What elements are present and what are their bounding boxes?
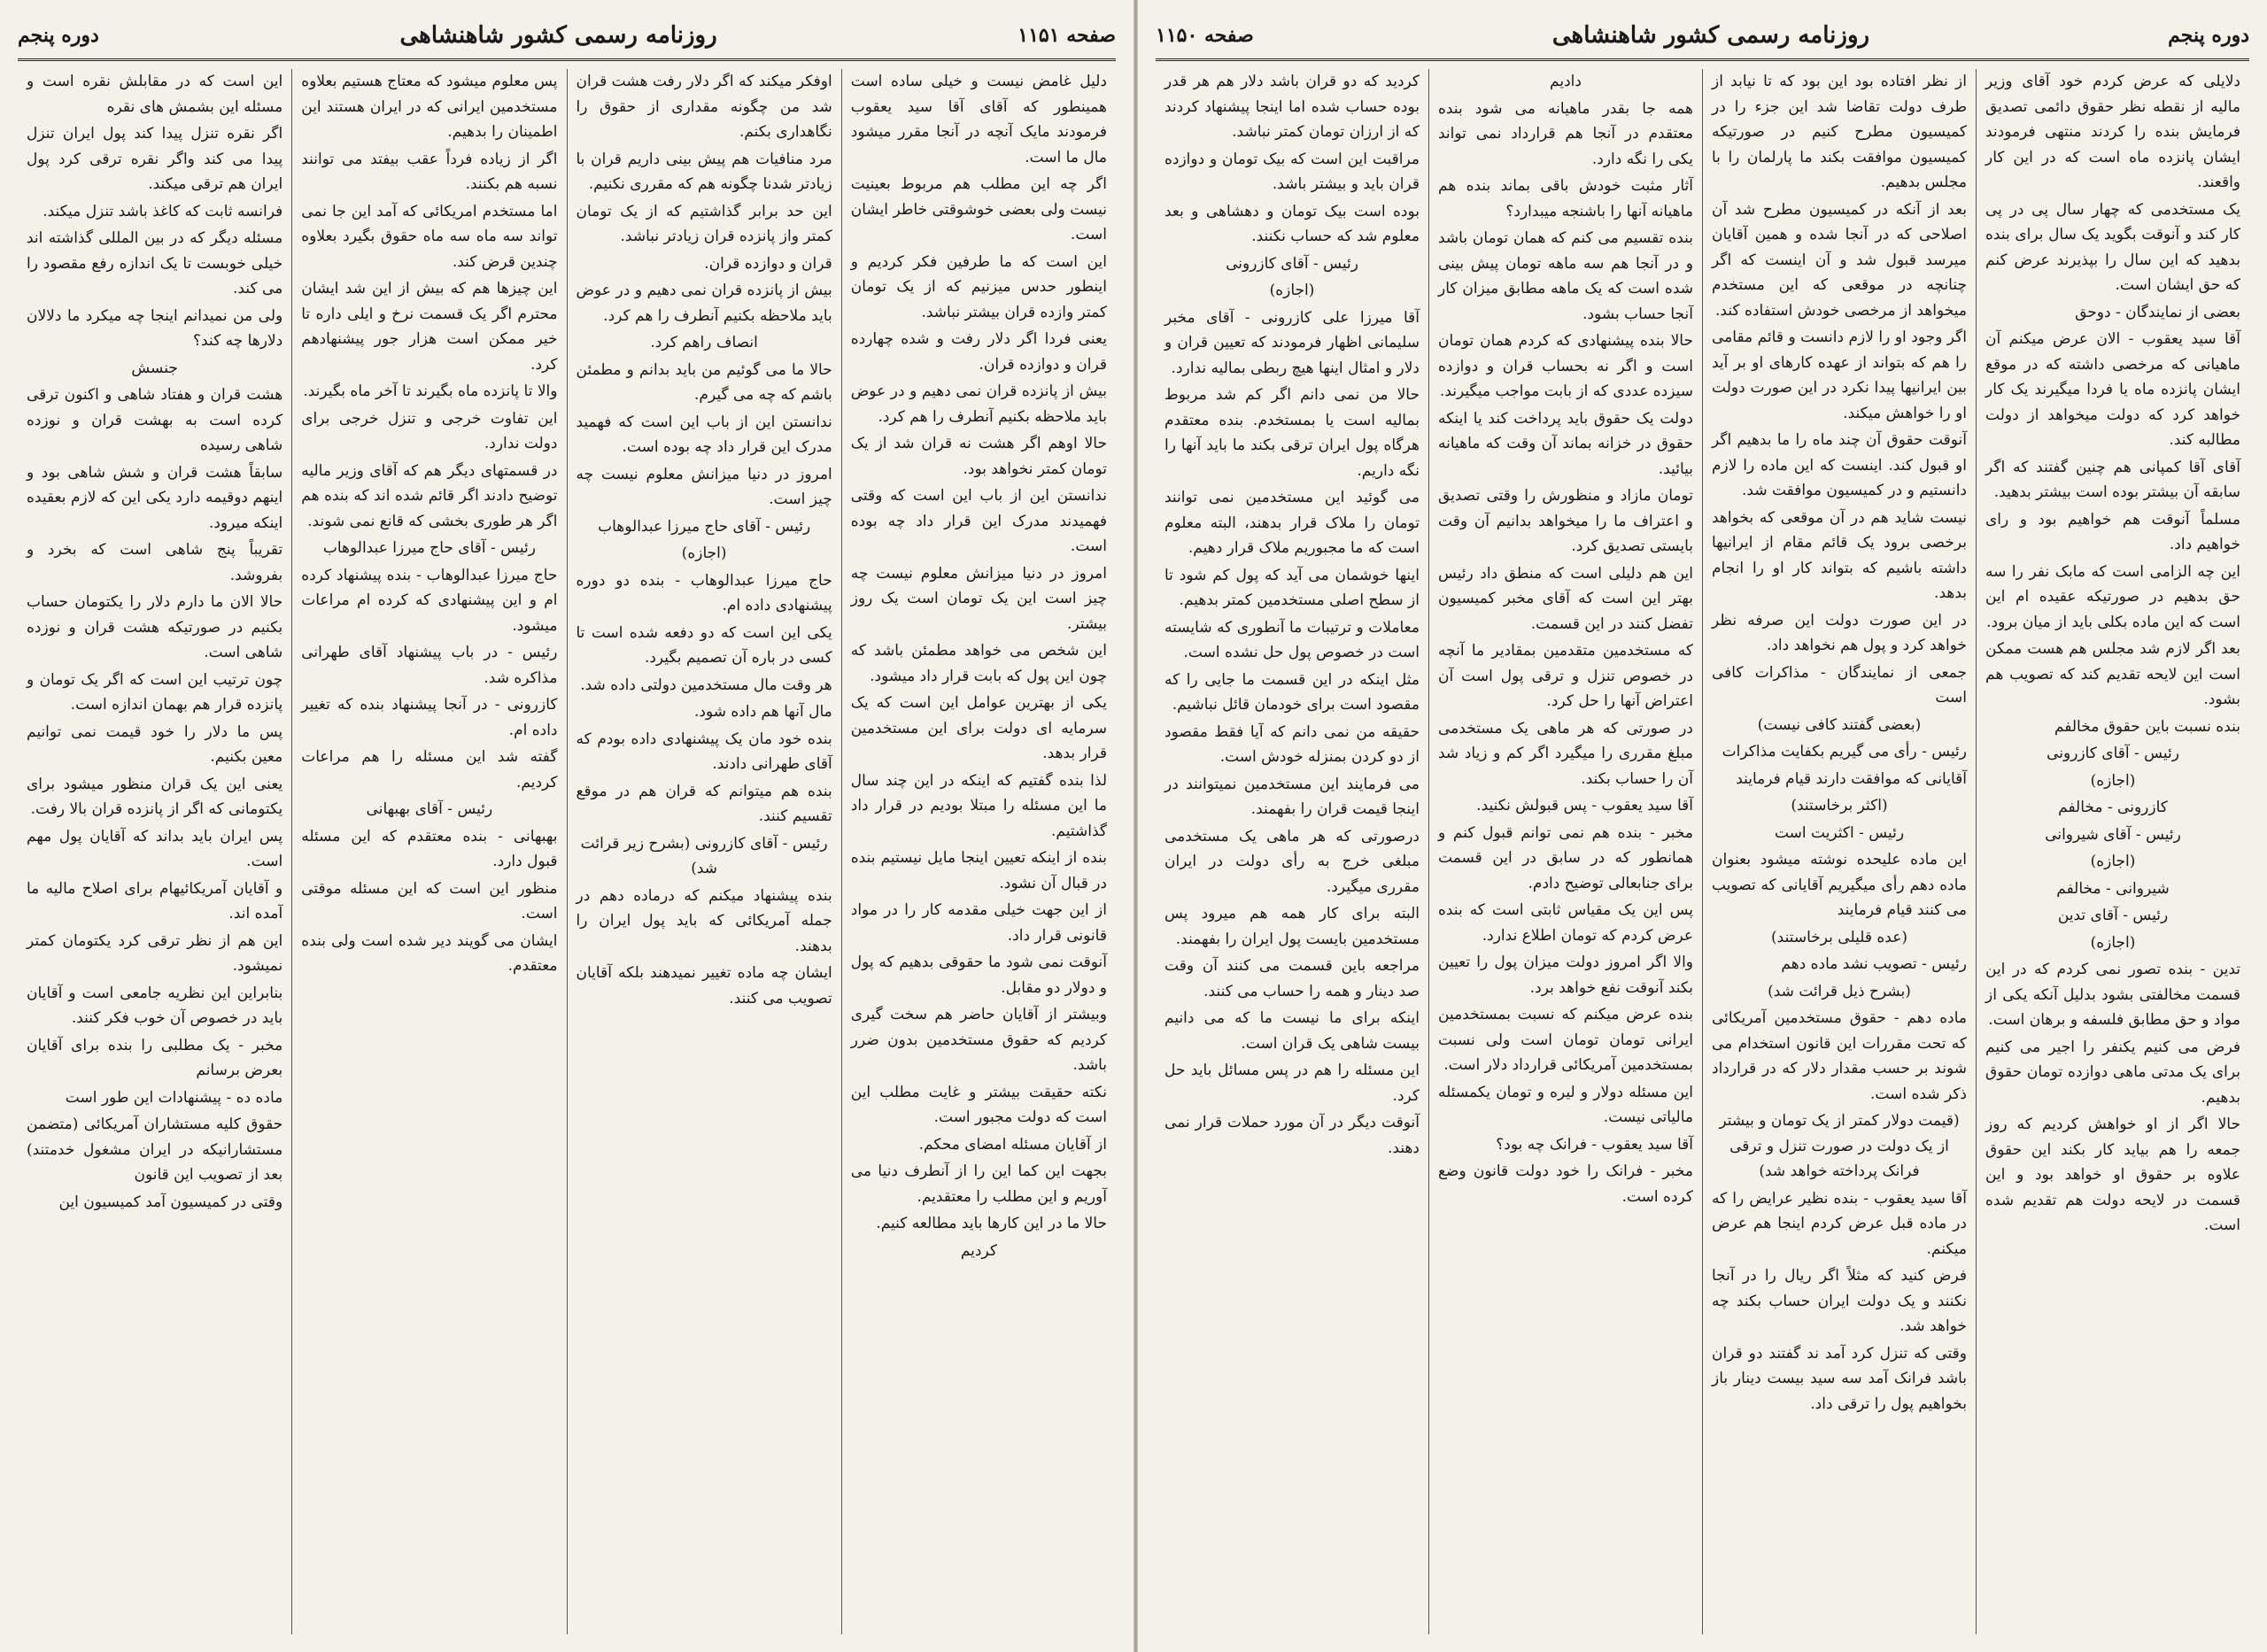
paragraph: این ماده علیحده نوشته میشود بعنوان ماده دهم رأی میگیریم آقایانی که تصویب می کنند قیام فرمایند bbox=[1712, 851, 1967, 919]
paragraph: اینکه برای ما نیست ما که می دانیم بیست شاهی یک قران است. bbox=[1164, 1009, 1420, 1053]
paragraph: ماده ده - پیشنهادات این طور است bbox=[65, 1088, 283, 1107]
session-label: دوره پنجم bbox=[18, 24, 99, 47]
paragraph: مثل اینکه در این قسمت ما جایی را که مقصود است برای خودمان قائل نباشیم. bbox=[1164, 670, 1420, 714]
paragraph: آقا سید یعقوب - بنده نظیر عرایض را که در ماده قبل عرض کردم اینجا هم عرض میکنم. bbox=[1712, 1189, 1967, 1258]
paragraph: (اجازه) bbox=[2090, 771, 2136, 790]
paragraph: حقوق کلیه مستشاران آمریکائی (متضمن مستشارانیکه در ایران مشغول خدمتند) بعد از تصویب این قانون bbox=[27, 1115, 283, 1184]
paragraph: بعد اگر لازم شد مجلس هم هست ممکن است این لایحه تقدیم کند که تصویب هم بشود. bbox=[1985, 640, 2240, 708]
paragraph: آقا میرزا علی کازرونی - آقای مخبر سلیمانی اظهار فرمودند که تعیین قران و دلار و امثال اینها هیچ ربطی بمالیه ندارد. bbox=[1164, 308, 1420, 377]
paragraph: هر وقت مال مستخدمین دولتی داده شد. bbox=[580, 675, 832, 694]
paragraph: پس این یک مقیاس ثابتی است که بنده عرض کردم که تومان اطلاع ندارد. bbox=[1438, 901, 1693, 945]
paragraph: رئیس - آقای حاج میرزا عبدالوهاب bbox=[322, 539, 536, 557]
paragraph: ندانستن این از باب این است که فهمید مدرک این قرار داد چه بوده است. bbox=[576, 413, 832, 456]
paragraph: حقیقه من نمی دانم که آیا فقط مقصود از دو کردن بمنزله خودش است. bbox=[1164, 722, 1420, 766]
paragraph: رئیس - آقای کازرونی bbox=[1226, 254, 1358, 273]
paragraph: تومان مازاد و منظورش را وقتی تصدیق و اعتراف ما را میخواهد بدانیم آن وقت بایستی تصدیق کرد. bbox=[1438, 487, 1693, 555]
paragraph: وقتی در کمیسیون آمد کمیسیون این bbox=[58, 1193, 283, 1211]
text-column bbox=[567, 69, 841, 1634]
paragraph: وبیشتر از آقایان حاضر هم سخت گیری کردیم که حقوق مستخدمین بدون ضرر باشد. bbox=[850, 1006, 1107, 1074]
paragraph: سابقاً هشت قران و شش شاهی بود و اینهم دوقیمه دارد یکی این که لازم بعقیده اینکه میرود. bbox=[27, 463, 283, 532]
paragraph: فرض کنید که مثلاً اگر ریال را در آنجا نکنند و یک دولت ایران حساب بکند چه خواهد شد. bbox=[1712, 1267, 1967, 1335]
paragraph: حالا ما در این کارها باید مطالعه کنیم. bbox=[876, 1215, 1107, 1232]
paragraph: یکی این است که دو دفعه شده است تا کسی در باره آن تصمیم بگیرد. bbox=[576, 623, 832, 667]
paragraph: مسلماً آنوقت هم خواهیم بود و رای خواهیم داد. bbox=[1985, 510, 2240, 553]
paragraph: این است که در مقابلش نقره است و مسئله این بشمش های نقره bbox=[27, 73, 283, 116]
paragraph: والا تا پانزده ماه بگیرند تا آخر ماه بگیرند. bbox=[303, 382, 558, 400]
paragraph: در قسمتهای دیگر هم که آقای وزیر مالیه توضیح دادند اگر قائم شده اند که بنده هم اگر هر طوری بخشی که قانع نمی شوند. bbox=[301, 461, 558, 530]
paragraph: (اجازه) bbox=[681, 544, 727, 562]
paragraph: وقتی که تنزل کرد آمد ند گفتند دو قران باشد فرانک آمد سه سید بیست دینار باز بخواهیم پول را ترقی داد. bbox=[1712, 1344, 1967, 1413]
paragraph: آنوقت نمی شود ما حقوقی بدهیم که پول و دولار دو مقابل. bbox=[850, 953, 1107, 997]
paragraph: تقریباً پنج شاهی است که بخرد و بفروشد. bbox=[27, 541, 283, 584]
paragraph: از نظر افتاده بود این بود که تا نیابد از طرف دولت تقاضا شد این جزء را در کمیسیون مطرح کنیم در صورتیکه کمیسیون موافقت بکند ما پارلمان را با مجلس بدهیم. bbox=[1712, 73, 1967, 191]
paragraph: کازرونی - مخالفم bbox=[2058, 799, 2168, 816]
paragraph: مال آنها هم داده شود. bbox=[693, 703, 832, 721]
left-columns bbox=[18, 69, 1116, 1634]
paragraph: آقا سید یعقوب - پس قبولش نکنید. bbox=[1476, 797, 1693, 814]
paragraph: حاج میرزا عبدالوهاب - بنده پیشنهاد کرده ام و این پیشنهادی که کرده ام مراعات میشود. bbox=[301, 566, 558, 635]
paragraph: اگر از زیاده فرداً عقب بیفتد می توانند نسبه هم بکنند. bbox=[301, 150, 558, 193]
paragraph: دلیل غامض نیست و خیلی ساده است همینطور که آقای آقا سید یعقوب فرمودند مایک آنچه در آنجا مقرر میشود مال ما است. bbox=[850, 73, 1107, 166]
paragraph: انصاف راهم کرد. bbox=[650, 334, 758, 351]
paragraph: آنوقت دیگر در آن مورد حملات قرار نمی دهند. bbox=[1164, 1114, 1420, 1157]
paragraph: ایشان چه ماده تغییر نمیدهند بلکه آقایان تصویب می کنند. bbox=[576, 964, 832, 1007]
paragraph: بنده از اینکه تعیین اینجا مایل نیستیم بنده در قبال آن نشود. bbox=[850, 849, 1107, 892]
paragraph: پس معلوم میشود که معتاج هستیم بعلاوه مستخدمین ایرانی که در ایران هستند این اطمینان را بدهیم. bbox=[301, 73, 558, 141]
paragraph: رئیس - آقای شیروانی bbox=[2045, 825, 2181, 844]
paragraph: دولت یک حقوق باید پرداخت کند یا اینکه حقوق در خزانه بماند آن وقت که ماهیانه بیائید. bbox=[1438, 409, 1693, 478]
paragraph: مرد منافیات هم پیش بینی داریم قران با زیادتر شدنا چگونه هم که مقرری نکنیم. bbox=[576, 150, 832, 193]
paragraph: رئیس - آقای کازرونی (بشرح زیر قرائت شد) bbox=[580, 834, 828, 877]
text-column bbox=[1702, 69, 1976, 1634]
paragraph: بعد از آنکه در کمیسیون مطرح شد آن اصلاحی که در آنجا شده و همین آقایان میرسد قبول شد و آن اینست که اگر چنانچه در موقعی که این مستخدم میخواهد از مرخصی خودش استفاده کند. bbox=[1712, 200, 1967, 320]
paragraph: البته برای کار همه هم میرود پس مستخدمین بایست پول ایران را بفهمند. bbox=[1164, 905, 1420, 948]
paragraph: مراقبت این است که بیک تومان و دوازده قران باید و بیشتر باشد. bbox=[1164, 150, 1420, 193]
paragraph: اگر وجود او را لازم دانست و قائم مقامی را هم که بتواند از عهده کارهای او بر آید بین ایرانیها پیدا نکرد در این صورت دولت او را خواهش میکند. bbox=[1712, 328, 1967, 422]
paragraph: این تفاوت خرجی و تنزل خرجی برای دولت ندارد. bbox=[301, 409, 558, 452]
paragraph: (اجازه) bbox=[1269, 282, 1315, 299]
paragraph: (بعضی گفتند کافی نیست) bbox=[1757, 715, 1922, 734]
paragraph: (بشرح ذیل قرائت شد) bbox=[1768, 982, 1911, 1000]
paragraph: اما مستخدم امریکائی که آمد این جا نمی تواند سه ماه سه ماه حقوق بگیرد بعلاوه چندین قرض کند. bbox=[301, 202, 558, 271]
paragraph: که مستخدمین متقدمین بمقادیر ما آنچه در خصوص تنزل و ترقی پول است آن اعتراض آنها را حل کرد. bbox=[1438, 642, 1693, 710]
paragraph: آنوقت حقوق آن چند ماه را ما بدهیم اگر او قبول کند. اینست که این ماده را لازم دانستیم و در کمیسیون موافقت شد. bbox=[1712, 431, 1967, 499]
paragraph: حالا اوهم اگر هشت نه قران شد از یک تومان کمتر نخواهد بود. bbox=[850, 435, 1107, 478]
paragraph: هشت قران و هفتاد شاهی و اکنون ترقی کرده است به بهشت قران و نوزده شاهی رسیده bbox=[27, 386, 283, 454]
paragraph: جمعی از نمایندگان - مذاکرات کافی است bbox=[1712, 663, 1967, 706]
paragraph: آثار مثبت خودش باقی بماند بنده هم ماهیانه آنها را باشنجه میبدارد؟ bbox=[1438, 177, 1693, 220]
paragraph: در این صورت دولت این صرفه نظر خواهد کرد و پول هم نخواهد داد. bbox=[1712, 611, 1967, 654]
paragraph: بنده خود مان یک پیشنهادی داده بودم که آقای طهرانی دادند. bbox=[576, 730, 832, 773]
paragraph: بنده هم میتوانم که قران هم در موقع تقسیم کنند. bbox=[576, 782, 832, 825]
paragraph: آقایانی که موافقت دارند قیام فرمایند bbox=[1736, 769, 1967, 788]
text-column bbox=[841, 69, 1116, 1634]
paragraph: و آقایان آمریکائیهام برای اصلاح مالیه ما آمده اند. bbox=[27, 879, 283, 922]
paragraph: اگر چه این مطلب هم مربوط بعینیت نیست ولی بعضی خوشوقتی خاطر ایشان است. bbox=[850, 175, 1107, 243]
paragraph: ندانستن این از باب این است که وقتی فهمیدند مدرک این قرار داد چه بوده است. bbox=[850, 487, 1107, 555]
page-header bbox=[1156, 12, 2249, 61]
paragraph: این هم دلیلی است که منطق داد رئیس بهتر این است که آقای مخبر کمیسیون تفضل کنند در این قسمت. bbox=[1438, 564, 1693, 633]
paragraph: می گوئید این مستخدمین نمی توانند تومان را ملاک قرار بدهند، البته معلوم است که ما مجبوریم ملاک قرار دهیم. bbox=[1164, 489, 1420, 557]
paragraph: بهبهانی - بنده معتقدم که این مسئله قبول دارد. bbox=[301, 827, 558, 870]
paragraph: (عده قلیلی برخاستند) bbox=[1771, 928, 1907, 946]
paragraph: این هم از نظر ترقی کرد یکتومان کمتر نمیشود. bbox=[27, 931, 283, 975]
paragraph: رئیس - آقای بهبهانی bbox=[366, 800, 493, 818]
paragraph: بجهت این کما این را از آنطرف دنیا می آوریم و این مطلب را معتقدیم. bbox=[850, 1162, 1107, 1206]
paragraph: آقا سید یعقوب - الان عرض میکنم آن ماهیانی که مرخصی داشته که در موقع ایشان پانزده ماه یا فردا میگیرند یک کار خواهد کرد که دولت میخواهد از دولت مطالبه کند. bbox=[1985, 330, 2240, 449]
paragraph: اینها خوشمان می آید که پول کم شود تا از سطح اصلی مستخدمین کمتر بدهیم. bbox=[1164, 566, 1420, 609]
paragraph: بنده پیشنهاد میکنم که درماده دهم در جمله آمریکائی که باید پول ایران را بدهند. bbox=[576, 886, 832, 955]
paragraph: رئیس - رأی می گیریم بکفایت مذاکرات bbox=[1722, 743, 1967, 760]
paragraph: همه جا بقدر ماهیانه می شود بنده معتقدم در آنجا هم قرارداد نمی تواند یکی را نگه دارد. bbox=[1438, 99, 1693, 168]
paragraph: شیروانی - مخالفم bbox=[2056, 879, 2170, 898]
paragraph: پس ما دلار را خود قیمت نمی توانیم معین بکنیم. bbox=[27, 722, 283, 766]
paragraph: مسئله دیگر که در بین المللی گذاشته اند خیلی خوبست تا یک اندازه رفع مقصود را می کند. bbox=[27, 229, 283, 297]
right-page bbox=[1138, 0, 2267, 1652]
paragraph: این مسئله را هم در پس مسائل باید حل کرد. bbox=[1164, 1061, 1420, 1105]
paragraph: مخبر - فرانک را خود دولت قانون وضع کرده است. bbox=[1438, 1162, 1693, 1206]
paragraph: از آقایان مسئله امضای محکم. bbox=[918, 1135, 1107, 1154]
paragraph: اوفکر میکند که اگر دلار رفت هشت قران شد من چگونه مقداری از حقوق را نگاهداری بکنم. bbox=[576, 73, 832, 141]
text-column bbox=[1976, 69, 2249, 1634]
paragraph: این چه الزامی است که مابک نفر را سه حق بدهیم در صورتیکه عقیده ام این است که این ماده بکلی باید از میان برود. bbox=[1985, 562, 2240, 631]
paragraph: رئیس - آقای حاج میرزا عبدالوهاب bbox=[598, 517, 811, 536]
paragraph: رئیس - آقای تدین bbox=[2057, 907, 2169, 924]
paragraph: والا اگر امروز دولت میزان پول را تعیین بکند آنوقت نفع خواهد برد. bbox=[1438, 953, 1693, 997]
paragraph: مخبر - بنده هم نمی توانم قبول کنم و همانطور که در سابق در این قسمت برای جنابعالی توضیح دادم. bbox=[1438, 823, 1693, 892]
paragraph: گفته شد این مسئله را هم مراعات کردیم. bbox=[301, 748, 558, 791]
paragraph: نیست شاید هم در آن موقعی که بخواهد برخصی برود یک قائم مقام از ایرانیها داشته باشیم که بتواند کار او را انجام بدهد. bbox=[1712, 508, 1967, 602]
paragraph: امروز در دنیا میزانش معلوم نیست چه چیز است این یک تومان است یک روز بیشتر. bbox=[850, 564, 1107, 633]
paragraph: فرانسه ثابت که کاغذ باشد تنزل میکند. bbox=[43, 202, 283, 220]
newspaper-title: روزنامه رسمی کشور شاهنشاهی bbox=[399, 22, 717, 49]
paragraph: کردید که دو قران باشد دلار هم هر قدر بوده حساب شده اما اینجا پیشنهاد کردند که از ارزان تومان کمتر نباشد. bbox=[1164, 73, 1420, 141]
paragraph: معاملات و ترتیبات ما آنطوری که شایسته است در خصوص پول حل نشده است. bbox=[1164, 618, 1420, 661]
session-label: دوره پنجم bbox=[2168, 24, 2249, 47]
paragraph: مراجعه باین قسمت می کنند آن وقت صد دینار و همه را حساب می کنند. bbox=[1164, 957, 1420, 1000]
paragraph: نکته حقیقت بیشتر و غایت مطلب این است که دولت مجبور است. bbox=[850, 1083, 1107, 1126]
paragraph: (قیمت دولار کمتر از یک تومان و بیشتر از یک دولت در صورت تنزل و ترقی فرانک پرداخته خواهد شد) bbox=[1719, 1112, 1960, 1180]
paragraph: این چیزها هم که بیش از این شد ایشان محترم اگر یک قسمت نرخ و ایلی داره تا خیر ممکن است هزار جور پیشنهادهم کرد. bbox=[301, 280, 558, 374]
paragraph: (اکثر برخاستند) bbox=[1791, 797, 1888, 814]
paragraph: حالا ما می گوئیم من باید بدانم و مطمئن باشم که چه می گیرم. bbox=[576, 360, 832, 404]
paragraph: ماده دهم - حقوق مستخدمین آمریکائی که تحت مقررات این قانون استخدام می شوند بر حسب مقدار دلار که در قرارداد ذکر شده است. bbox=[1712, 1009, 1967, 1103]
paragraph: (اجازه) bbox=[2090, 853, 2136, 870]
paragraph: این شخص می خواهد مطمئن باشد که چون این پول که بابت قرار داد میشود. bbox=[850, 642, 1107, 685]
paragraph: کردیم bbox=[960, 1241, 997, 1260]
paragraph: پس ایران باید بداند که آقایان پول مهم است. bbox=[27, 827, 283, 870]
paragraph: حالا من نمی دانم اگر کم شد مربوط بمالیه است یا بمستخدم. بنده معتقدم هرگاه پول ایران ترقی بکند ما باید آنها را نگه داریم. bbox=[1164, 386, 1420, 480]
paragraph: بعضی از نمایندگان - دوحق bbox=[2075, 303, 2240, 321]
paragraph: جنسش bbox=[131, 359, 178, 377]
page-number: صفحه ۱۱۵۰ bbox=[1156, 24, 1254, 47]
paragraph: حاج میرزا عبدالوهاب - بنده دو دوره پیشنهادی داده ام. bbox=[576, 571, 832, 614]
paragraph: یعنی این یک قران منظور میشود برای یکتومانی که اگر از پانزده قران بالا رفت. bbox=[27, 775, 283, 818]
paragraph: مخبر - یک مطلبی را بنده برای آقایان بعرض برسانم bbox=[27, 1036, 283, 1079]
paragraph: بنابراین این نظریه جامعی است و آقایان باید در خصوص آن خوب فکر کنند. bbox=[27, 984, 283, 1027]
paragraph: کازرونی - در آنجا پیشنهاد بنده که تغییر داده ام. bbox=[301, 696, 558, 739]
page-number: صفحه ۱۱۵۱ bbox=[1017, 24, 1116, 47]
paragraph: یعنی فردا اگر دلار رفت و شده چهارده قران و دوازده قران. bbox=[850, 330, 1107, 374]
page-header bbox=[18, 12, 1116, 61]
paragraph: بیش از پانزده قران نمی دهیم و در عوض باید ملاحظه بکنیم آنطرف را هم کرد. bbox=[850, 382, 1107, 426]
paragraph: رئیس - در باب پیشنهاد آقای طهرانی مذاکره شد. bbox=[301, 644, 558, 687]
right-columns bbox=[1156, 69, 2249, 1634]
paragraph: بنده نسبت باین حقوق مخالفم bbox=[2054, 717, 2240, 736]
paragraph: در صورتی که هر ماهی یک مستخدمی مبلغ مقرری را میگیرد اگر کم و زیاد شد آن را حساب بکند. bbox=[1438, 719, 1693, 788]
paragraph: فرض می کنیم یکنفر را اجیر می کنیم برای یک مدتی ماهی دوازده تومان حقوق بدهیم. bbox=[1985, 1038, 2240, 1107]
paragraph: دلایلی که عرض کردم خود آقای وزیر مالیه از نقطه نظر حقوق دائمی تصدیق فرمایش بنده را کردند منتهی فرمودند ایشان پانزده ماه است که در این کار واقعند. bbox=[1985, 73, 2240, 191]
paragraph: بیش از پانزده قران نمی دهیم و در عوض باید ملاحظه بکنیم آنطرف را هم کرد. bbox=[576, 282, 832, 325]
paragraph: از این جهت خیلی مقدمه کار را در مواد قانونی قرار داد. bbox=[850, 901, 1107, 945]
paragraph: قران و دوازده قران. bbox=[704, 254, 832, 273]
paragraph: بنده عرض میکنم که نسبت بمستخدمین ایرانی تومان تومان است ولی نسبت بمستخدمین آمریکائی قرارداد دلار است. bbox=[1438, 1006, 1693, 1074]
paragraph: اگر نقره تنزل پیدا کند پول ایران تنزل پیدا می کند واگر نقره ترقی کرد پول ایران هم ترقی میکند. bbox=[27, 125, 283, 193]
text-column bbox=[18, 69, 291, 1634]
paragraph: لذا بنده گفتیم که اینکه در این چند سال ما این مسئله را مبتلا بودیم در قرار داد گذاشتیم. bbox=[850, 771, 1107, 840]
paragraph: چون ترتیب این است که اگر یک تومان و پانزده قرار هم بهمان اندازه است. bbox=[27, 670, 283, 714]
paragraph: یک مستخدمی که چهار سال پی در پی کار کند و آنوقت بگوید یک سال برای بنده بدهید که این سال را بپذیرند عرض کنم که حق ایشان است. bbox=[1985, 200, 2240, 294]
paragraph: رئیس - تصویب نشد ماده دهم bbox=[1781, 955, 1967, 973]
text-column bbox=[291, 69, 566, 1634]
paragraph: آقای آقا کمپانی هم چنین گفتند که اگر سابقه آن بیشتر بوده است بیشتر بدهید. bbox=[1985, 458, 2240, 501]
paragraph: حالا الان ما دارم دلار را یکتومان حساب بکنیم در صورتیکه هشت قران و نوزده شاهی است. bbox=[27, 593, 283, 661]
paragraph: رئیس - آقای کازرونی bbox=[2046, 745, 2179, 762]
newspaper-title: روزنامه رسمی کشور شاهنشاهی bbox=[1551, 22, 1870, 49]
paragraph: این حد برابر گذاشتیم که از یک تومان کمتر واز پانزده قران زیادتر نباشد. bbox=[576, 202, 832, 245]
paragraph: ایشان می گویند دیر شده است ولی بنده معتقدم. bbox=[301, 931, 558, 975]
paragraph: آقا سید یعقوب - فرانک چه بود؟ bbox=[1496, 1135, 1693, 1154]
paragraph: دادیم bbox=[1550, 73, 1582, 90]
text-column bbox=[1156, 69, 1428, 1634]
paragraph: این مسئله دولار و لیره و تومان یکمسئله مالیاتی نیست. bbox=[1438, 1083, 1693, 1126]
paragraph: تدین - بنده تصور نمی کردم که در این قسمت مخالفتی بشود بدلیل آنکه یکی از مواد و حق مطابق فلسفه و برهان است. bbox=[1985, 961, 2240, 1029]
paragraph: بنده تقسیم می کنم که همان تومان باشد و در آنجا هم سه ماهه تومان پیش بینی شده است که یک ماهه مطابق میزان کار آنجا حساب بشود. bbox=[1438, 229, 1693, 323]
paragraph: رئیس - اکثریت است bbox=[1774, 823, 1905, 842]
paragraph: منظور این است که این مسئله موقتی است. bbox=[301, 879, 558, 922]
paragraph: این است که ما طرفین فکر کردیم و اینطور حدس میزنیم که از یک تومان کمتر وازده قران بیشتر نباشد. bbox=[850, 252, 1107, 321]
paragraph: درصورتی که هر ماهی یک مستخدمی مبلغی خرج به رأی دولت در ایران مقرری میگیرد. bbox=[1164, 827, 1420, 896]
paragraph: حالا اگر از او خواهش کردیم که روز جمعه را هم بیاید کار بکند این حقوق علاوه بر حقوق او خواهد بود و این قسمت در لایحه دولت هم تقدیم شده است. bbox=[1985, 1115, 2240, 1234]
paragraph: (اجازه) bbox=[2090, 933, 2136, 952]
paragraph: یکی از بهترین عوامل این است که یک سرمایه ای دولت برای این مستخدمین قرار بدهد. bbox=[850, 694, 1107, 762]
paragraph: ولی من نمیدانم اینجا چه میکرد ما دلالان دلارها چه کند؟ bbox=[27, 306, 283, 350]
paragraph: امروز در دنیا میزانش معلوم نیست چه چیز است. bbox=[576, 465, 832, 508]
paragraph: بوده است بیک تومان و دهشاهی و بعد معلوم شد که حساب نکنند. bbox=[1164, 202, 1420, 245]
text-column bbox=[1428, 69, 1702, 1634]
paragraph: می فرمایند این مستخدمین نمیتوانند در اینجا قیمت قران را بفهمند. bbox=[1164, 775, 1420, 818]
paragraph: حالا بنده پیشنهادی که کردم همان تومان است و اگر نه بحساب قران و دوازده سیزده عددی که از بابت مواجب میگیرند. bbox=[1438, 332, 1693, 400]
